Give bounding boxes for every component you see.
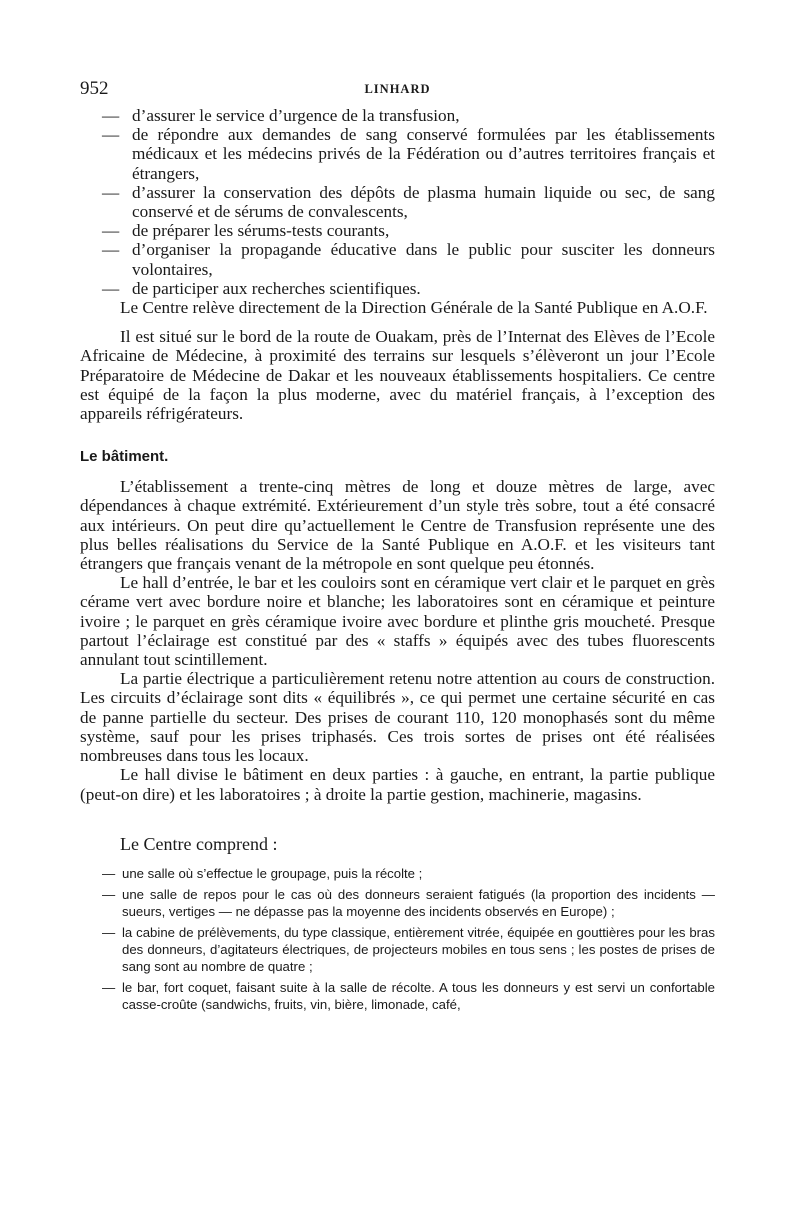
dash-marker: — [102, 125, 120, 145]
running-head [80, 78, 715, 104]
list-item-text: d’assurer la conservation des dépôts de plasma humain liquide ou sec, de sang conservé et de sérums de convalescents, [132, 182, 715, 222]
list-item-text: d’assurer le service d’urgence de la transfusion, [132, 106, 460, 125]
paragraph-hall: Le hall divise le bâtiment en deux parties : à gauche, en entrant, la partie publique (peut-on dire) et les laboratoires ; à droite la partie gestion, machinerie, magasins. [80, 765, 715, 804]
list-item-text: de répondre aux demandes de sang conservé formulées par les établissements médicaux et les médecins privés de la Fédération ou d’autres territoires français et étrangers, [132, 125, 715, 183]
dash-marker: — [102, 106, 120, 125]
paragraph-location: Il est situé sur le bord de la route de Ouakam, près de l’Internat des Elèves de l’Ecole Africaine de Médecine, à proximité des terrains sur lesquels s’élèveront un jour l’Ecole Préparatoire de Médecine de Dakar et les nouveaux établissements hospitaliers. Ce centre est équipé de la façon la plus moderne, avec du matériel français, à l’exception des appareils réfrigérateurs. [80, 327, 715, 424]
list-item-text: une salle de repos pour le cas où des donneurs seraient fatigués (la proportion des incidents — sueurs, vertiges — ne dépasse pas la moyenne des incidents observés en Europe) ; [122, 886, 715, 919]
dash-marker: — [102, 182, 120, 202]
list-item [80, 865, 715, 882]
list-item [80, 979, 715, 1013]
running-title: LINHARD [364, 82, 431, 96]
dash-marker: — [102, 278, 120, 298]
list-item [80, 886, 715, 920]
page-number: 952 [80, 78, 109, 99]
document-page [80, 78, 715, 1017]
dash-marker: — [102, 240, 120, 260]
dash-marker: — [102, 865, 116, 881]
list-item-text: une salle où s’effectue le groupage, puis la récolte ; [122, 865, 423, 881]
list-item-text: le bar, fort coquet, faisant suite à la salle de récolte. A tous les donneurs y est servi un confortable casse-croûte (sandwichs, fruits, vin, bière, limonade, café, [122, 979, 715, 1012]
dash-marker: — [102, 886, 116, 902]
dash-marker: — [102, 924, 116, 940]
list-item-text: de participer aux recherches scientifiques. [132, 278, 421, 298]
list-item [80, 106, 715, 125]
list-item [80, 924, 715, 975]
dash-marker: — [102, 221, 120, 241]
list-item-text: de préparer les sérums-tests courants, [132, 221, 390, 241]
section-heading-batiment: Le bâtiment. [80, 448, 169, 466]
list-item [80, 125, 715, 183]
sub-heading-centre-comprend: Le Centre comprend : [120, 833, 278, 854]
list-item [80, 240, 715, 278]
paragraph-interiors: Le hall d’entrée, le bar et les couloirs sont en céramique vert clair et le parquet en grès cérame vert avec bordure noire et blanche; les laboratoires sont en céramique et peinture ivoire ; le parquet en grès céramique ivoire avec bordure et plinthe gris moucheté. Presque partout l’éclairage est constitué par des « staffs » équipés avec des tubes fluorescents annulant tout scintillement. [80, 573, 715, 670]
list-item [80, 183, 715, 221]
dash-marker: — [102, 979, 116, 995]
paragraph-electrical: La partie électrique a particulièrement retenu notre attention au cours de construction. Les circuits d’éclairage sont dits « équilibrés », ce qui permet une certaine sécurité en cas de panne partielle du secteur. Des prises de courant 110, 120 monophasés sont du même système, sauf pour les prises triphasés. Ces trois sortes de prises ont été réalisées nombreuses dans tous les locaux. [80, 669, 715, 766]
list-item-text: la cabine de prélèvements, du type classique, entièrement vitrée, équipée en gouttières pour les bras des donneurs, d’agitateurs électriques, de projecteurs mobiles en tous sens ; les postes de prises de sang sont au nombre de quatre ; [122, 924, 715, 974]
list-item-text: d’organiser la propagande éducative dans le public pour susciter les donneurs volontaires, [132, 240, 715, 279]
paragraph-dimensions: L’établissement a trente-cinq mètres de long et douze mètres de large, avec dépendances à chaque extrémité. Extérieurement d’un style très sobre, tout a été consacré aux intérieurs. On peut dire qu’actuellement le Centre de Transfusion représente une des plus belles réalisations du Service de la Santé Publique en A.O.F. et les visiteurs tant étrangers que français venant de la métropole en sont quelque peu étonnés. [80, 477, 715, 574]
paragraph-direction: Le Centre relève directement de la Direction Générale de la Santé Publique en A.O.F. [120, 298, 708, 318]
list-item [80, 221, 715, 240]
centre-components-list [80, 865, 715, 1013]
missions-list [80, 106, 715, 298]
list-item [80, 279, 715, 298]
